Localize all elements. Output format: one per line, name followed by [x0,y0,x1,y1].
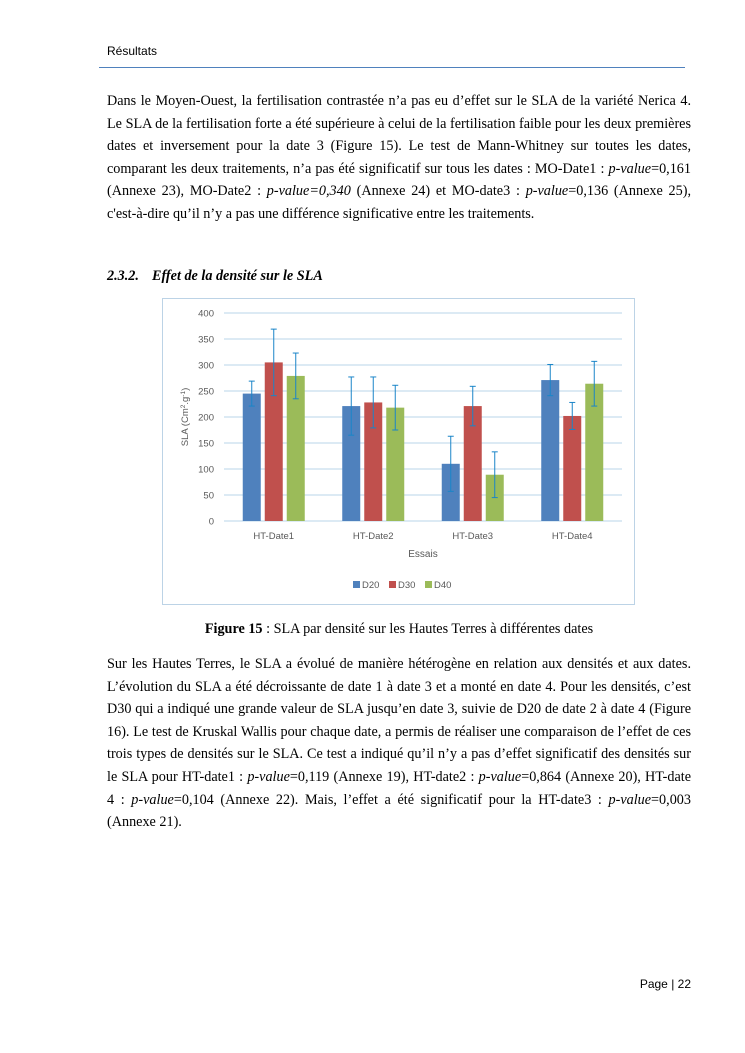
caption-text: : SLA par densité sur les Hautes Terres à différentes dates [262,621,594,637]
chart-x-ticks [253,531,592,542]
p2-italic-2: p-value [478,768,522,785]
y-tick-label: 350 [198,334,214,346]
y-tick-label: 0 [208,516,214,528]
page-number: Page | 22 [639,977,691,991]
p2-italic-1: p-value [247,768,290,785]
legend-swatch-d20 [353,581,360,588]
y-tick-label: 150 [198,438,214,450]
p2-text-4: =0,104 (Annexe 22). Mais, l’effet a été significatif pour la HT-date3 : [173,791,609,808]
x-tick-label: HT-Date4 [551,531,593,542]
p2-text-1: Sur les Hautes Terres, le SLA a évolué de manière hétérogène en relation aux densités et aux dates. L’évolution du SLA a été décroissante de date 1 à date 3 et a monté en date 4. Pour les densités, c’est D30 qui a indiqué une grande valeur de SLA jusqu’en date 3, suivie de D20 de date 2 à date 4 (Figure 16). Le test de Kruskal Wallis pour chaque date, a permis de réaliser une comparaison de l’effet de ces trois types de densités sur le SLA. Ce test a indiqué qu’il n’y a pas d’effet significatif des densités sur le SLA pour HT-date1 : [107,656,691,785]
section-number: 2.3.2. [107,268,139,284]
legend-swatch-d30 [389,581,396,588]
y-tick-label: 300 [198,360,214,372]
p1-italic-3: p-value [525,183,569,200]
y-axis-title: SLA $(Cm^2.g^{-1})$ [180,387,191,447]
p1-text-2: =0,161 (Annexe 23), MO-Date2 : [107,160,691,200]
bar-d20-ht-date4 [541,380,559,521]
sla-chart [162,298,635,605]
chart-bars [243,362,604,521]
chart-legend [353,580,451,591]
x-tick-label: HT-Date2 [352,531,394,542]
y-tick-label: 50 [203,490,214,502]
legend-swatch-d40 [425,581,432,588]
p2-italic-4: p-value [608,791,652,808]
y-tick-label: 100 [198,464,214,476]
chart-grid [224,313,622,521]
p2-text-5: =0,003 (Annexe 21). [107,791,691,831]
figure-caption [0,621,745,638]
legend-label-d40: D40 [434,580,452,591]
section-title: Effet de la densité sur le SLA [152,268,323,284]
p1-italic-1: p-value [608,160,652,177]
y-tick-label: 400 [198,308,214,320]
p1-text-1: Dans le Moyen-Ouest, la fertilisation contrastée n’a pas eu d’effet sur le SLA de la variété Nerica 4. Le SLA de la fertilisation forte a été supérieure à celui de la fertilisation faible pour les deux premières dates et inversement pour la date 3 (Figure 15). Le test de Mann-Whitney sur toutes les dates, comparant les deux traitements, n’a pas été significatif sur tous les dates : MO-Date1 : [107,93,691,177]
caption-label: Figure 15 [204,621,263,637]
running-header: Résultats [107,44,158,58]
chart-y-ticks [198,309,214,528]
p2-text-2: =0,119 (Annexe 19), HT-date2 : [289,768,479,785]
x-axis-title: Essais [408,549,438,560]
y-tick-label: 250 [198,386,214,398]
bar-d20-ht-date1 [243,394,261,521]
p2-italic-3: p-value [131,791,174,808]
y-tick-label: 200 [198,412,214,424]
x-tick-label: HT-Date1 [253,531,295,542]
header-rule [99,67,685,68]
chart-svg [163,299,636,606]
x-tick-label: HT-Date3 [452,531,494,542]
legend-label-d20: D20 [362,580,380,591]
p1-text-4: =0,136 (Annexe 25), c'est-à-dire qu’il n’y a pas une différence significative entre les traitements. [107,183,691,222]
p2-text-3: =0,864 (Annexe 20), HT-date 4 : [107,768,692,808]
p1-text-3: (Annexe 24) et MO-date3 : [350,183,526,200]
paragraph-moyen-ouest [107,90,691,226]
bar-d30-ht-date4 [563,416,581,521]
p1-italic-2: p-value=0,340 [266,183,351,200]
section-heading [107,268,323,285]
legend-label-d30: D30 [398,580,416,591]
paragraph-hautes-terres [107,653,691,834]
